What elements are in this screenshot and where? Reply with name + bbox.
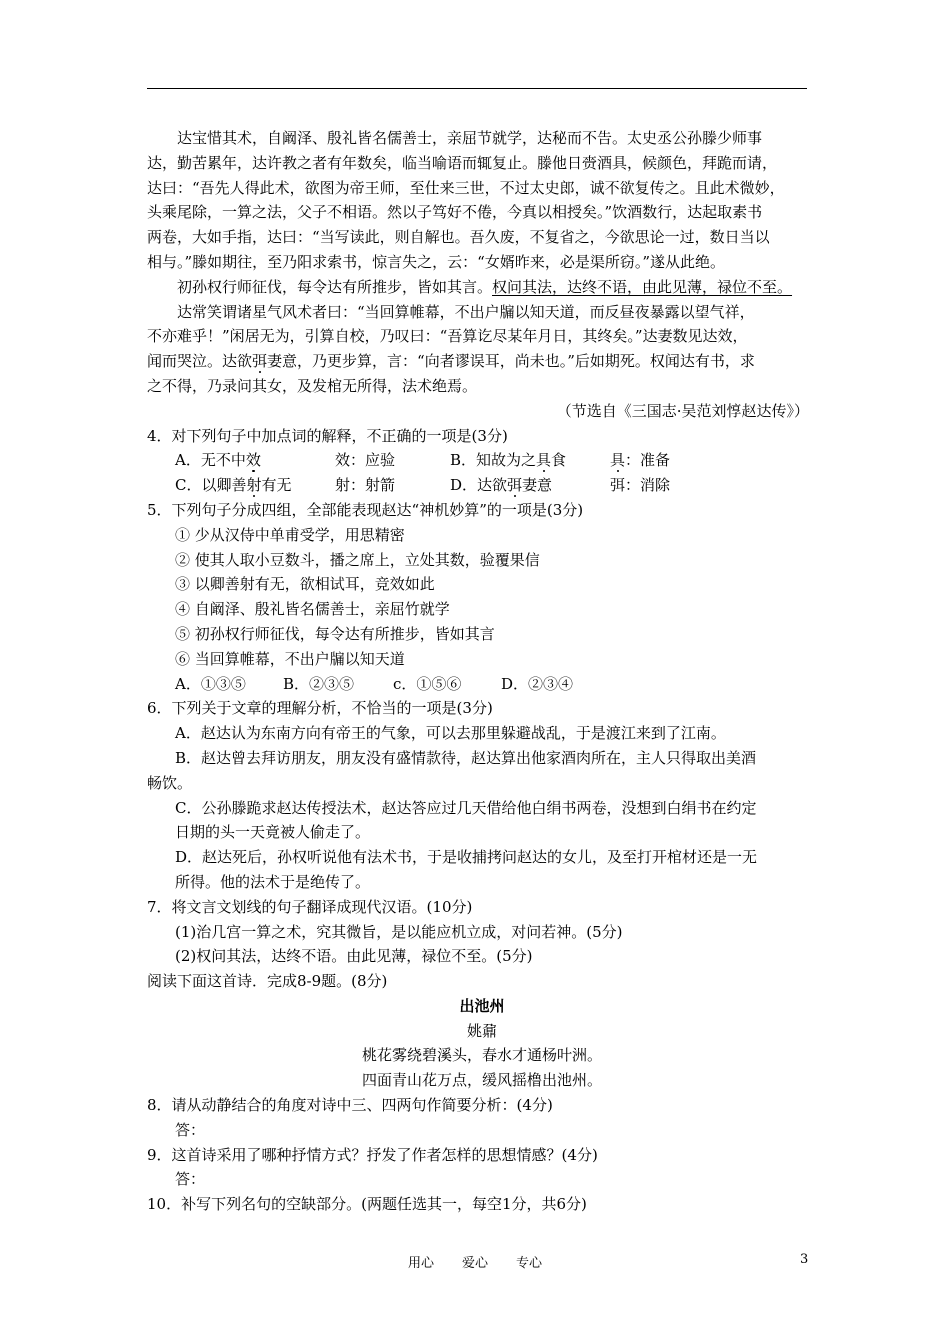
- option-a-meaning: 效：应验: [335, 451, 396, 470]
- question-5-options: [147, 672, 817, 697]
- passage-line: 达常笑谓诸星气风术者曰：“当回算帷幕，不出户牖以知天道，而反昼夜暴露以望气祥，: [177, 302, 755, 321]
- passage-line: 闻而哭泣。达欲弭妻意，乃更步算，言：“向者谬误耳，尚未也。”后如期死。权闻达有书，求: [147, 352, 755, 371]
- question-5-stem: 5．下列句子分成四组，全部能表现赵达“神机妙算”的一项是(3分): [147, 500, 584, 519]
- question-5-item: ③ 以卿善射有无，欲相试耳，竞效如此: [175, 575, 435, 594]
- footer-word: 爱心: [461, 1256, 488, 1271]
- page-number: 3: [800, 1252, 809, 1267]
- exam-page: [147, 126, 817, 1217]
- question-4-stem: 4．对下列句子中加点词的解释，不正确的一项是(3分): [147, 426, 508, 445]
- question-7-stem: 7．将文言文划线的句子翻译成现代汉语。(10分): [147, 897, 473, 916]
- option-b: B．②③⑤: [283, 674, 355, 693]
- poem-reading-intro: 阅读下面这首诗．完成8-9题。(8分): [147, 972, 388, 991]
- question-6-stem: 6．下列关于文章的理解分析，不恰当的一项是(3分): [147, 699, 493, 718]
- dotted-char: 效: [245, 451, 261, 470]
- dotted-char: 射: [246, 476, 262, 495]
- passage-line: 达曰：“吾先人得此术，欲图为帝王师，至仕来三世，不过太史郎，诚不欲复传之。且此术微妙，: [147, 178, 785, 197]
- option-a: A．①③⑤: [175, 674, 246, 693]
- question-10-stem: 10．补写下列名句的空缺部分。(两题任选其一，每空1分，共6分): [147, 1195, 587, 1214]
- passage-line: 两卷，大如手指，达曰：“当写读此，则自解也。吾久废，不复省之，今欲思论一过，数日当以: [147, 228, 770, 247]
- passage-line: 头乘尾除，一算之法，父子不相语。然以子笃好不倦，今真以相授矣。”饮酒数行，达起取素书: [147, 203, 763, 222]
- option-c: c．①⑤⑥: [393, 674, 462, 693]
- dotted-char: 弭: [507, 476, 523, 495]
- poem-line: 四面青山花万点，缓风摇橹出池州。: [361, 1071, 602, 1090]
- poem-author: 姚鼐: [466, 1021, 497, 1040]
- passage-line: 相与。”滕如期往，至乃阳求索书，惊言失之，云：“女婿昨来，必是渠所窃。”遂从此绝。: [147, 252, 726, 271]
- passage-line: 不亦难乎！”闲居无为，引算自校，乃叹曰：“吾算讫尽某年月日，其终矣。”达妻数见达效，: [147, 327, 748, 346]
- question-7-sentence-1: (1)治几宫一算之术，究其微旨，是以能应机立成，对问若神。(5分): [175, 922, 623, 941]
- question-8-stem: 8．请从动静结合的角度对诗中三、四两句作简要分析：(4分): [147, 1096, 553, 1115]
- passage-line: 达宝惜其术，自阚泽、殷礼皆名儒善士，亲屈节就学，达秘而不告。太史丞公孙滕少师事: [177, 129, 763, 147]
- question-6-option-c-cont: 日期的头一天竟被人偷走了。: [175, 823, 371, 842]
- question-6-option-b-cont: 畅饮。: [147, 773, 193, 792]
- question-5-item: ② 使其人取小豆数斗，播之席上，立处其数，验覆果信: [175, 550, 540, 569]
- header-rule: [147, 88, 807, 89]
- question-7-sentence-2: (2)权问其法，达终不语。由此见薄，禄位不至。(5分): [175, 947, 533, 966]
- option-d-meaning: 弭：消除: [610, 476, 671, 495]
- question-9-stem: 9．这首诗采用了哪种抒情方式？抒发了作者怎样的思想情感？(4分): [147, 1145, 598, 1164]
- footer-word: 用心: [407, 1256, 434, 1271]
- passage-source: （节选自《三国志·吴范刘惇赵达传》）: [556, 401, 809, 420]
- question-6-option-c: C．公孙滕跪求赵达传授法术，赵达答应过几天借给他白绢书两卷，没想到白绢书在约定: [175, 798, 757, 817]
- option-d: D．②③④: [501, 674, 574, 693]
- question-6-option-d-cont: 所得。他的法术于是绝传了。: [175, 872, 371, 891]
- question-5-item: ⑤ 初孙权行师征伐，每令达有所推步，皆如其言: [175, 624, 495, 643]
- option-c-meaning: 射：射箭: [335, 476, 396, 495]
- passage-line: 之不得，乃录问其女，及发棺无所得，法术绝焉。: [147, 376, 478, 395]
- question-6-option-a: A．赵达认为东南方向有帝王的气象，可以去那里躲避战乱，于是渡江来到了江南。: [175, 724, 726, 743]
- question-5-item: ① 少从汉侍中单甫受学，用思精密: [175, 525, 405, 544]
- question-4-row: C．以卿善射有无 射：射箭 D．达欲弭妻意 弭：消除: [147, 473, 817, 498]
- page-footer: [0, 1252, 950, 1272]
- poem-title: 出池州: [459, 996, 505, 1015]
- footer-word: 专心: [516, 1256, 543, 1271]
- question-9-answer-label: 答：: [175, 1170, 206, 1189]
- dotted-char: 具: [610, 451, 626, 470]
- question-5-item: ④ 自阚泽、殷礼皆名儒善士，亲屈竹就学: [175, 600, 450, 619]
- passage-line: 初孙权行师征伐，每令达有所推步，皆如其言。权问其法，达终不语，由此见薄，禄位不至。: [177, 277, 793, 296]
- question-6-option-b: B．赵达曾去拜访朋友，朋友没有盛情款待，赵达算出他家酒肉所在，主人只得取出美酒: [175, 748, 757, 767]
- dotted-char: 弭: [252, 352, 268, 371]
- question-6-option-d: D．赵达死后，孙权听说他有法术书，于是收捕拷问赵达的女儿，及至打开棺材还是一无: [175, 848, 758, 867]
- poem-line: 桃花雾绕碧溪头，春水才通杨叶洲。: [361, 1046, 602, 1065]
- question-8-answer-label: 答：: [175, 1120, 206, 1139]
- dotted-char: 具: [536, 451, 552, 470]
- question-4-row: A．无不中效 效：应验 B．知故为之具食 具：准备: [147, 448, 817, 473]
- underlined-sentence: 权问其法，达终不语，由此见薄，禄位不至。: [492, 277, 793, 296]
- question-5-item: ⑥ 当回算帷幕，不出户牖以知天道: [175, 649, 405, 668]
- passage-line: 达，勤苦累年，达许教之者有年数矣，临当喻语而辄复止。滕他日赍酒具，候颜色，拜跪而请，: [147, 153, 778, 172]
